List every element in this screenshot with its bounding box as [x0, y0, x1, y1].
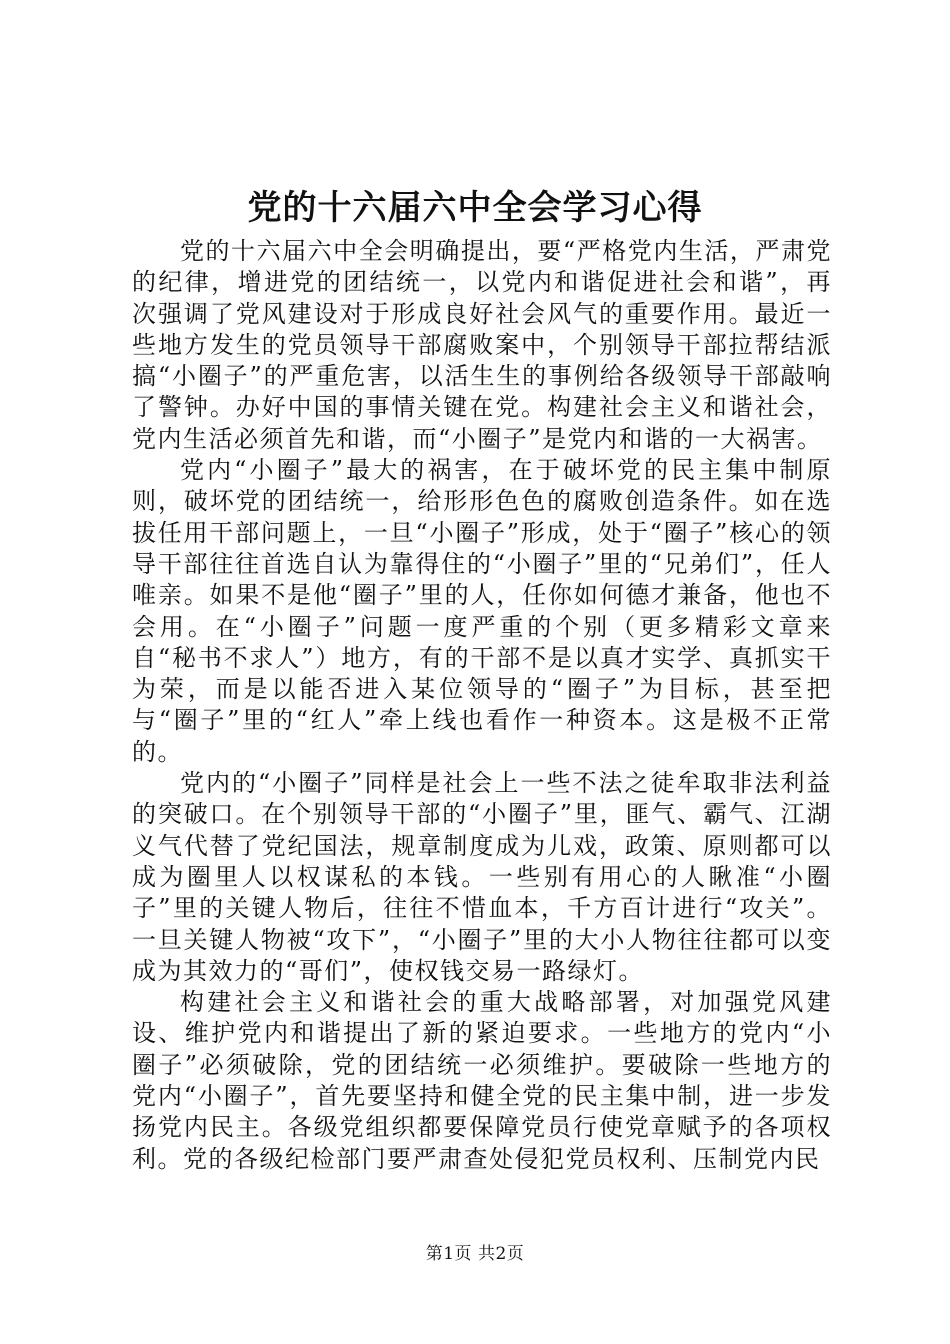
paragraph-2: 党内“小圈子”最大的祸害，在于破坏党的民主集中制原则，破坏党的团结统一，给形形色色的腐败创造条件。如在选拔任用干部问题上，一旦“小圈子”形成，处于“圈子”核心的领导干部往往首选自认为靠得住的“小圈子”里的“兄弟们”，任人唯亲。如果不是他“圈子”里的人，任你如何德才兼备，他也不会用。在“小圈子”问题一度严重的个别（更多精彩文章来自“秘书不求人”）地方，有的干部不是以真才实学、真抓实干为荣，而是以能否进入某位领导的“圈子”为目标，甚至把与“圈子”里的“红人”牵上线也看作一种资本。这是极不正常的。 [132, 456, 832, 766]
page-footer: 第1页 共2页 [425, 1244, 525, 1264]
document-body [132, 236, 832, 1175]
document-title: 党的十六届六中全会学习心得 [247, 188, 703, 228]
paragraph-3: 党内的“小圈子”同样是社会上一些不法之徒牟取非法利益的突破口。在个别领导干部的“小圈子”里，匪气、霸气、江湖义气代替了党纪国法，规章制度成为儿戏，政策、原则都可以成为圈里人以权谋私的本钱。一些别有用心的人瞅准“小圈子”里的关键人物后，往往不惜血本，千方百计进行“攻关”。一旦关键人物被“攻下”，“小圈子”里的大小人物往往都可以变成为其效力的“哥们”，使权钱交易一路绿灯。 [132, 769, 832, 985]
paragraph-1: 党的十六届六中全会明确提出，要“严格党内生活，严肃党的纪律，增进党的团结统一，以党内和谐促进社会和谐”，再次强调了党风建设对于形成良好社会风气的重要作用。最近一些地方发生的党员领导干部腐败案中，个别领导干部拉帮结派搞“小圈子”的严重危害，以活生生的事例给各级领导干部敲响了警钟。办好中国的事情关键在党。构建社会主义和谐社会，党内生活必须首先和谐，而“小圈子”是党内和谐的一大祸害。 [132, 237, 832, 453]
paragraph-4: 构建社会主义和谐社会的重大战略部署，对加强党风建设、维护党内和谐提出了新的紧迫要求。一些地方的党内“小圈子”必须破除，党的团结统一必须维护。要破除一些地方的党内“小圈子”，首先要坚持和健全党的民主集中制，进一步发扬党内民主。各级党组织都要保障党员行使党章赋予的各项权利。党的各级纪检部门要严肃查处侵犯党员权利、压制党内民 [132, 988, 832, 1173]
